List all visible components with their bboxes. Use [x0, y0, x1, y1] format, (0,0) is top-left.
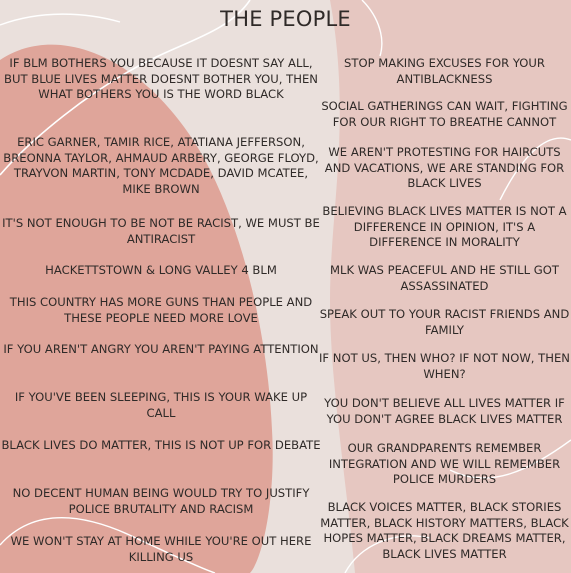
quote: IF BLM BOTHERS YOU BECAUSE IT DOESNT SAY ALL, BUT BLUE LIVES MATTER DOESNT BOTHER YOU, THEN WHAT BOTHERS YOU IS THE WORD BLACK [4, 56, 318, 102]
quote: BELIEVING BLACK LIVES MATTER IS NOT A DIFFERENCE IN OPINION, IT'S A DIFFERENCE IN MORALITY [322, 204, 567, 250]
quote: SOCIAL GATHERINGS CAN WAIT, FIGHTING FOR OUR RIGHT TO BREATHE CANNOT [321, 99, 568, 129]
quote: IF YOU AREN'T ANGRY YOU AREN'T PAYING ATTENTION [3, 342, 319, 356]
quote: WE AREN'T PROTESTING FOR HAIRCUTS AND VACATIONS, WE ARE STANDING FOR BLACK LIVES [324, 145, 565, 191]
quote: MLK WAS PEACEFUL AND HE STILL GOT ASSASSINATED [330, 263, 559, 293]
quote: BLACK VOICES MATTER, BLACK STORIES MATTER, BLACK HISTORY MATTERS, BLACK HOPES MATTER, BLACK DREAMS MATTER, BLACK LIVES MATTER [320, 500, 569, 561]
quote: NO DECENT HUMAN BEING WOULD TRY TO JUSTIFY POLICE BRUTALITY AND RACISM [12, 486, 310, 516]
quote: BLACK LIVES DO MATTER, THIS IS NOT UP FOR DEBATE [1, 438, 321, 452]
quote: IF YOU'VE BEEN SLEEPING, THIS IS YOUR WAKE UP CALL [14, 390, 308, 420]
quote: OUR GRANDPARENTS REMEMBER INTEGRATION AND WE WILL REMEMBER POLICE MURDERS [328, 441, 561, 487]
quote: ERIC GARNER, TAMIR RICE, ATATIANA JEFFERSON, BREONNA TAYLOR, AHMAUD ARBERY, GEORGE FLOYD, TRAYVON MARTIN, TONY MCDADE, DAVID MCATEE, MIKE BROWN [3, 135, 319, 196]
quote: HACKETTSTOWN & LONG VALLEY 4 BLM [45, 263, 277, 277]
page-title: THE PEOPLE [220, 7, 351, 31]
quote: STOP MAKING EXCUSES FOR YOUR ANTIBLACKNESS [344, 56, 545, 86]
quote: IF NOT US, THEN WHO? IF NOT NOW, THEN WHEN? [319, 351, 570, 381]
quote: YOU DON'T BELIEVE ALL LIVES MATTER IF YOU DON'T AGREE BLACK LIVES MATTER [324, 396, 565, 426]
quote: WE WON'T STAY AT HOME WHILE YOU'RE OUT HERE KILLING US [10, 534, 312, 564]
quote: THIS COUNTRY HAS MORE GUNS THAN PEOPLE AND THESE PEOPLE NEED MORE LOVE [9, 295, 313, 325]
quote: IT'S NOT ENOUGH TO BE NOT BE RACIST, WE MUST BE ANTIRACIST [2, 216, 320, 246]
quote: SPEAK OUT TO YOUR RACIST FRIENDS AND FAMILY [319, 307, 570, 337]
